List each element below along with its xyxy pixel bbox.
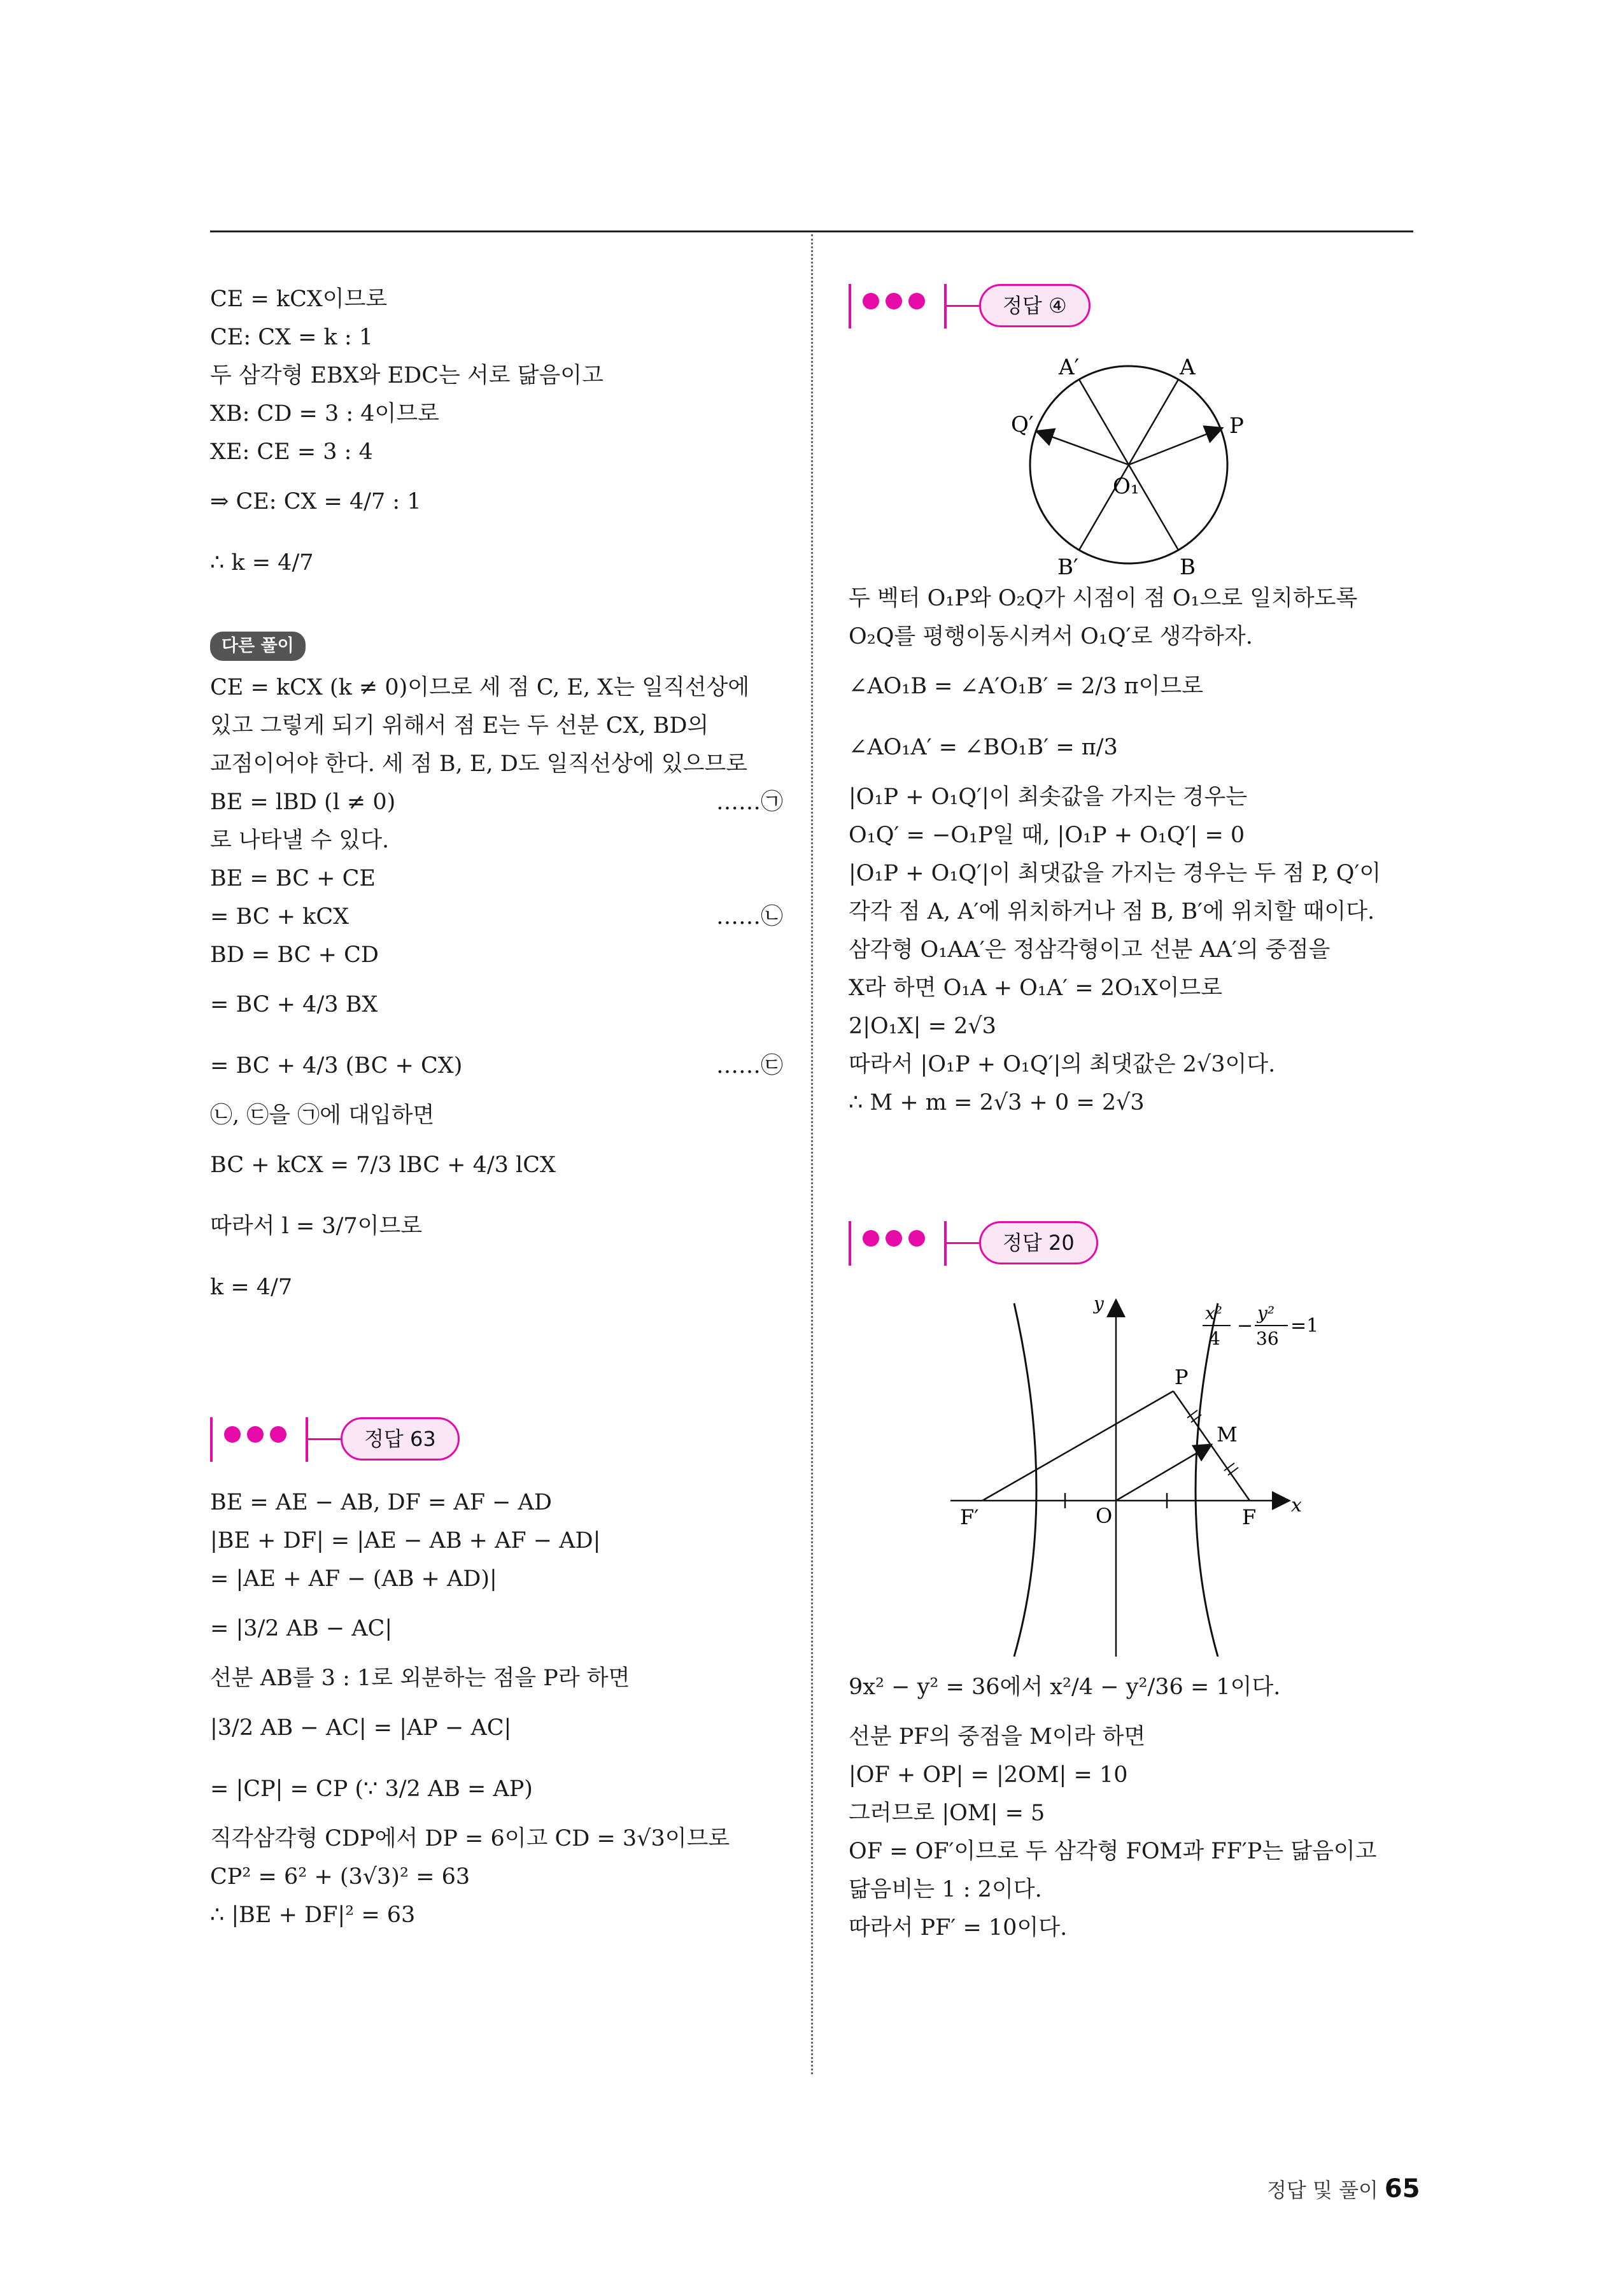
answer-bar xyxy=(849,1221,851,1266)
answer-header-4 xyxy=(849,280,1422,337)
page-number: 65 xyxy=(1384,2174,1420,2204)
equation-tag: ……㉢ xyxy=(716,1053,783,1079)
text-line: BD = BC + CD xyxy=(210,942,379,968)
text-line: X라 하면 O₁A + O₁A′ = 2O₁X이므로 xyxy=(849,975,1223,1001)
text-line: BC + kCX = 7/3 lBC + 4/3 lCX xyxy=(210,1152,556,1178)
text-line: BE = BC + CE xyxy=(210,866,376,891)
vector-o1q-prime xyxy=(1038,432,1129,465)
vector-o1p xyxy=(1129,428,1221,465)
text-line: |O₁P + O₁Q′|이 최솟값을 가지는 경우는 xyxy=(849,784,1248,810)
right-column xyxy=(849,280,1422,1947)
text-line: ⇒ CE: CX = 4/7 : 1 xyxy=(210,489,421,514)
solution-a xyxy=(210,280,783,593)
eq-num-y: y² xyxy=(1257,1303,1275,1324)
label-y: y xyxy=(1094,1293,1104,1314)
equation-tag: ……㉠ xyxy=(716,789,783,815)
answer-bar xyxy=(849,284,851,329)
text-line: 선분 AB를 3 : 1로 외분하는 점을 P라 하면 xyxy=(210,1666,630,1691)
eq-den-x: 4 xyxy=(1209,1328,1220,1349)
text-line: 두 벡터 O₁P와 O₂Q가 시점이 점 O₁으로 일치하도록 xyxy=(849,586,1358,611)
text-line: 닮음비는 1 : 2이다. xyxy=(849,1877,1042,1902)
label-p: P xyxy=(1175,1365,1189,1389)
hyperbola-diagram xyxy=(849,1275,1422,1657)
text-line: BE = AE − AB, DF = AF − AD xyxy=(210,1490,552,1515)
text-line: XE: CE = 3 : 4 xyxy=(210,439,373,465)
text-line: 따라서 |O₁P + O₁Q′|의 최댓값은 2√3이다. xyxy=(849,1052,1276,1077)
radius-a xyxy=(1129,379,1178,465)
hyperbola-right-branch xyxy=(1196,1303,1218,1657)
solution-c xyxy=(210,1483,783,1934)
label-q-prime: Q′ xyxy=(1011,412,1034,437)
label-f: F xyxy=(1242,1505,1257,1529)
text-line: CE: CX = k : 1 xyxy=(210,325,374,350)
eq-num-x: x² xyxy=(1205,1303,1223,1324)
text-line: |OF + OP| = |2OM| = 10 xyxy=(849,1762,1128,1788)
text-line: ∠AO₁A′ = ∠BO₁B′ = π/3 xyxy=(849,735,1118,760)
text-line: 선분 PF의 중점을 M이라 하면 xyxy=(849,1724,1146,1750)
segment-p-f xyxy=(1173,1391,1250,1501)
text-line: ∠AO₁B = ∠A′O₁B′ = 2/3 π이므로 xyxy=(849,674,1204,699)
text-line: 따라서 PF′ = 10이다. xyxy=(849,1915,1068,1941)
solution-right-b xyxy=(849,1657,1422,1947)
answer-bar xyxy=(210,1417,213,1462)
answer-dots xyxy=(224,1426,293,1445)
text-line: |O₁P + O₁Q′|이 최댓값을 가지는 경우는 두 점 P, Q′이 xyxy=(849,861,1381,886)
label-o1: O₁ xyxy=(1113,474,1140,499)
text-line: ∴ |BE + DF|² = 63 xyxy=(210,1902,416,1928)
text-line: |3/2 AB − AC| = |AP − AC| xyxy=(210,1715,512,1741)
text-line: 있고 그렇게 되기 위해서 점 E는 두 선분 CX, BD의 xyxy=(210,713,709,739)
text-line: k = 4/7 xyxy=(210,1275,293,1300)
top-rule xyxy=(210,230,1413,232)
text-line: 9x² − y² = 36에서 x²/4 − y²/36 = 1이다. xyxy=(849,1674,1281,1700)
footer-label: 정답 및 풀이 xyxy=(1267,2178,1378,2202)
solution-right-a xyxy=(849,579,1422,1122)
text-line: 직각삼각형 CDP에서 DP = 6이고 CD = 3√3이므로 xyxy=(210,1826,730,1851)
answer-dots xyxy=(863,1230,931,1249)
answer-dots xyxy=(863,293,931,312)
eq-den-y: 36 xyxy=(1256,1328,1279,1349)
radius-a-prime xyxy=(1079,379,1129,465)
equation-tag: ……㉡ xyxy=(716,904,783,930)
answer-header-20 xyxy=(849,1217,1422,1275)
left-column xyxy=(210,280,783,1934)
alt-solution xyxy=(210,632,783,1318)
label-a-prime: A′ xyxy=(1059,355,1080,380)
text-line: 두 삼각형 EBX와 EDC는 서로 닮음이고 xyxy=(210,363,604,388)
text-line: ∴ M + m = 2√3 + 0 = 2√3 xyxy=(849,1090,1145,1115)
circle-diagram xyxy=(849,337,1422,579)
answer-header-63 xyxy=(210,1413,783,1471)
text-line: O₁Q′ = −O₁P일 때, |O₁P + O₁Q′| = 0 xyxy=(849,823,1245,848)
label-p: P xyxy=(1229,413,1244,439)
eq-minus: − xyxy=(1237,1315,1253,1337)
text-line: OF = OF′이므로 두 삼각형 FOM과 FF′P는 닮음이고 xyxy=(849,1839,1377,1864)
text-line: 따라서 l = 3/7이므로 xyxy=(210,1213,423,1239)
text-line: 삼각형 O₁AA′은 정삼각형이고 선분 AA′의 중점을 xyxy=(849,937,1331,963)
alt-solution-badge: 다른 풀이 xyxy=(210,632,306,661)
text-line: 교점이어야 한다. 세 점 B, E, D도 일직선상에 있으므로 xyxy=(210,751,748,777)
text-line: CE = kCX (k ≠ 0)이므로 세 점 C, E, X는 일직선상에 xyxy=(210,675,750,700)
answer-pill: 정답 20 xyxy=(979,1221,1098,1264)
answer-pill: 정답 63 xyxy=(341,1417,460,1461)
page-footer xyxy=(1267,2174,1420,2204)
text-line: 각각 점 A, A′에 위치하거나 점 B, B′에 위치할 때이다. xyxy=(849,899,1375,924)
label-m: M xyxy=(1217,1422,1238,1447)
text-line: 2|O₁X| = 2√3 xyxy=(849,1014,996,1039)
text-line: = |CP| = CP (∵ 3/2 AB = AP) xyxy=(210,1776,533,1802)
text-line: O₂Q를 평행이동시켜서 O₁Q′로 생각하자. xyxy=(849,624,1253,649)
text-line: 로 나타낼 수 있다. xyxy=(210,828,390,853)
text-line: |BE + DF| = |AE − AB + AF − AD| xyxy=(210,1528,601,1553)
text-line: = BC + kCX xyxy=(210,904,350,930)
text-line: = BC + 4/3 BX xyxy=(210,992,378,1017)
text-line: ∴ k = 4/7 xyxy=(210,550,314,576)
eq-rhs: =1 xyxy=(1290,1315,1319,1337)
text-line: ㉡, ㉢을 ㉠에 대입하면 xyxy=(210,1103,435,1128)
text-line: = BC + 4/3 (BC + CX) xyxy=(210,1053,463,1079)
text-line: = |AE + AF − (AB + AD)| xyxy=(210,1566,497,1592)
column-divider xyxy=(811,234,813,2074)
label-f-prime: F′ xyxy=(960,1505,979,1529)
label-o: O xyxy=(1096,1504,1113,1528)
text-line: 그러므로 |OM| = 5 xyxy=(849,1800,1045,1826)
label-b: B xyxy=(1180,555,1196,579)
text-line: CP² = 6² + (3√3)² = 63 xyxy=(210,1864,470,1890)
text-line: XB: CD = 3 : 4이므로 xyxy=(210,401,439,427)
text-line: = |3/2 AB − AC| xyxy=(210,1616,393,1641)
label-a: A xyxy=(1180,355,1196,380)
label-x: x xyxy=(1291,1494,1302,1517)
text-line: CE = kCX이므로 xyxy=(210,287,388,312)
text-line: BE = lBD (l ≠ 0) xyxy=(210,789,396,815)
label-b-prime: B′ xyxy=(1057,555,1078,579)
answer-pill: 정답 ④ xyxy=(979,284,1091,327)
